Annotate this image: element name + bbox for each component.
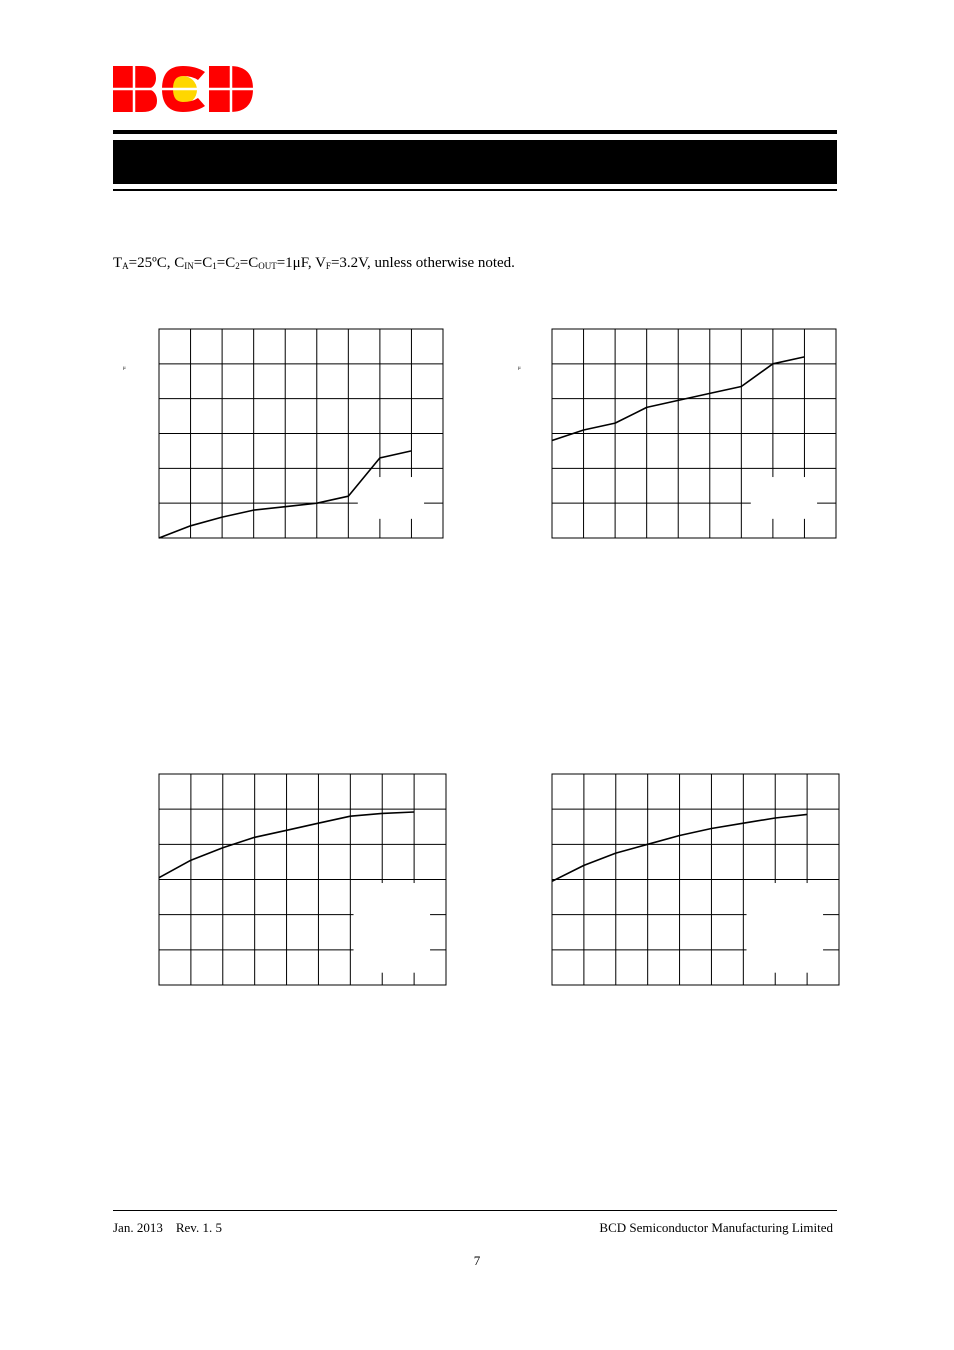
capacitance-value: =1μF, V: [276, 255, 326, 271]
footer-revision: Rev. 1. 5: [175, 1220, 222, 1235]
footer-left: [113, 1220, 222, 1236]
c2-prefix: =C: [216, 255, 236, 271]
chart-2-ylabel: μ: [518, 366, 521, 371]
chart-1: [158, 328, 444, 539]
bcd-logo: [112, 64, 254, 114]
cout-subscript: OUT: [258, 261, 277, 271]
section-title-banner: [113, 140, 837, 184]
chart-2: [551, 328, 837, 539]
c2-subscript: 2: [235, 261, 240, 271]
legend-box: [751, 477, 817, 519]
chart-4: [551, 773, 840, 986]
c1-prefix: =C: [193, 255, 213, 271]
cin-subscript: IN: [184, 261, 194, 271]
conditions-tail: =3.2V, unless otherwise noted.: [330, 255, 515, 271]
ta-symbol: T: [113, 255, 123, 271]
legend-box: [354, 883, 431, 973]
footer-company: BCD Semiconductor Manufacturing Limited: [599, 1220, 833, 1235]
ta-subscript: A: [122, 261, 129, 271]
header-rule-top: [113, 130, 837, 134]
legend-box: [747, 883, 824, 973]
ta-value: =25ºC, C: [128, 255, 185, 271]
cout-prefix: =C: [239, 255, 259, 271]
vf-subscript: F: [325, 261, 331, 271]
header-rule-bottom: [113, 189, 837, 191]
footer-rule: [113, 1210, 837, 1211]
footer-date: Jan. 2013: [113, 1220, 163, 1235]
page-number: 7: [473, 1253, 481, 1268]
chart-1-ylabel: μ: [123, 366, 126, 371]
c1-subscript: 1: [212, 261, 217, 271]
test-conditions: [113, 255, 515, 272]
legend-box: [358, 477, 424, 519]
chart-3: [158, 773, 447, 986]
